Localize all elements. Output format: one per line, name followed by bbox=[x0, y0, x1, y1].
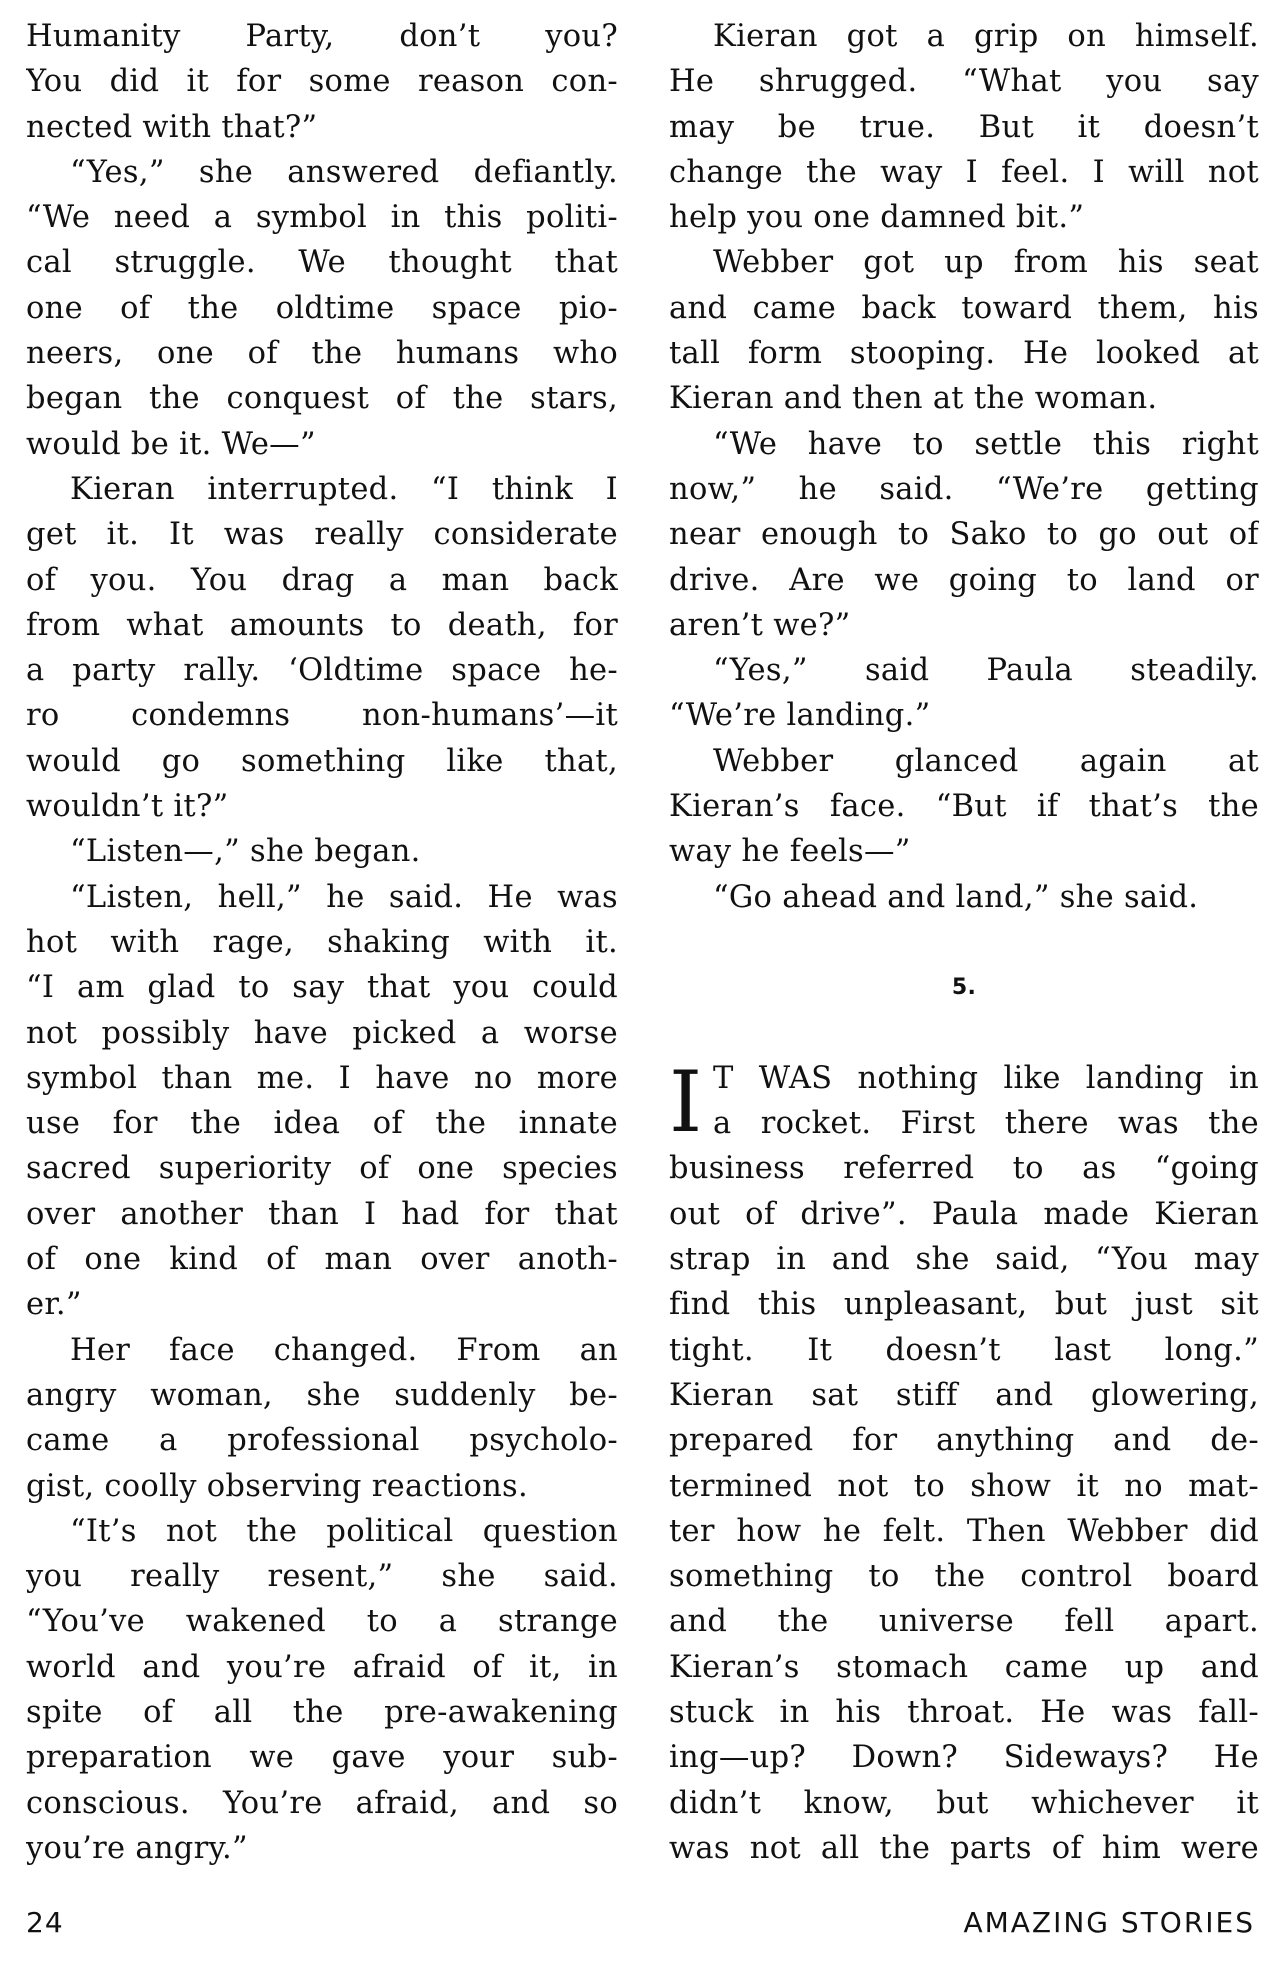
text-line bbox=[669, 1690, 1259, 1735]
text-line: ro condemns non-humans’—it bbox=[26, 698, 618, 734]
text-line: You did it for some reason con- bbox=[26, 64, 618, 100]
text-line: you’re angry.” bbox=[26, 1830, 248, 1866]
section-body bbox=[669, 1052, 1259, 1871]
text-line: Kieran got a grip on himself. bbox=[713, 19, 1259, 54]
text-line-content: Kieran sat stiff and glowering, bbox=[669, 1377, 1259, 1413]
text-line bbox=[669, 1101, 1259, 1146]
text-line bbox=[669, 1418, 1259, 1463]
text-line-content: strap in and she said, “You may bbox=[669, 1242, 1259, 1278]
text-line: hot with rage, shaking with it. bbox=[26, 924, 618, 960]
text-line bbox=[669, 1328, 1259, 1373]
spacer bbox=[669, 920, 1259, 965]
text-line: “Yes,” said Paula steadily. bbox=[713, 653, 1259, 689]
text-line: He shrugged. “What you say bbox=[669, 64, 1259, 100]
text-line: from what amounts to death, for bbox=[26, 607, 618, 643]
text-line-content: tight. It doesn’t last long.” bbox=[669, 1332, 1259, 1368]
text-line: help you one damned bit.” bbox=[669, 200, 1085, 236]
text-line bbox=[669, 1781, 1259, 1826]
text-line-content: business referred to as “going bbox=[669, 1151, 1259, 1187]
text-line-content: T WAS nothing like landing in bbox=[713, 1060, 1259, 1096]
text-line-content: didn’t know, but whichever it bbox=[669, 1785, 1259, 1821]
text-line: tall form stooping. He looked at bbox=[669, 336, 1259, 372]
text-line: gist, coolly observing reactions. bbox=[26, 1468, 528, 1504]
text-line: not possibly have picked a worse bbox=[26, 1015, 618, 1051]
text-line bbox=[669, 1735, 1259, 1780]
text-line-content: prepared for anything and de- bbox=[669, 1423, 1259, 1459]
text-line: “We’re landing.” bbox=[669, 698, 931, 734]
text-line: angry woman, she suddenly be- bbox=[26, 1377, 618, 1413]
page-number: 24 bbox=[26, 1906, 64, 1939]
text-line-content: stuck in his throat. He was fall- bbox=[669, 1694, 1259, 1730]
text-line: Webber glanced again at bbox=[713, 743, 1259, 779]
text-line: of you. You drag a man back bbox=[26, 562, 618, 598]
text-line: a party rally. ‘Oldtime space he- bbox=[26, 653, 618, 689]
text-line: get it. It was really considerate bbox=[26, 517, 618, 553]
text-line bbox=[669, 1645, 1259, 1690]
text-line: Her face changed. From an bbox=[70, 1332, 618, 1368]
text-line: neers, one of the humans who bbox=[26, 336, 618, 372]
text-line: “Listen, hell,” he said. He was bbox=[70, 879, 618, 915]
text-line: Humanity Party, don’t you? bbox=[26, 19, 618, 54]
right-column bbox=[669, 14, 1259, 1871]
text-line: near enough to Sako to go out of bbox=[669, 517, 1259, 553]
text-line: “Listen—,” she began. bbox=[70, 834, 421, 870]
text-line: now,” he said. “We’re getting bbox=[669, 471, 1259, 507]
left-column bbox=[26, 14, 618, 1871]
text-line: came a professional psycholo- bbox=[26, 1423, 618, 1459]
text-line: preparation we gave your sub- bbox=[26, 1740, 618, 1776]
text-line: would be it. We—” bbox=[26, 426, 316, 462]
text-line bbox=[669, 1192, 1259, 1237]
text-line: er.” bbox=[26, 1287, 82, 1323]
text-line-content: find this unpleasant, but just sit bbox=[669, 1287, 1259, 1323]
text-line: Kieran and then at the woman. bbox=[669, 381, 1158, 417]
text-line: began the conquest of the stars, bbox=[26, 381, 618, 417]
text-line-content: termined not to show it no mat- bbox=[669, 1468, 1259, 1504]
text-line: world and you’re afraid of it, in bbox=[26, 1649, 618, 1685]
text-line: may be true. But it doesn’t bbox=[669, 109, 1259, 145]
text-line: spite of all the pre-awakening bbox=[26, 1694, 618, 1730]
drop-cap: I bbox=[669, 1052, 703, 1151]
text-line: “I am glad to say that you could bbox=[26, 970, 618, 1006]
text-line bbox=[669, 1146, 1259, 1191]
text-line-content: was not all the parts of him were bbox=[669, 1830, 1259, 1866]
section-number: 5. bbox=[951, 975, 977, 1001]
text-line bbox=[669, 1464, 1259, 1509]
text-line: of one kind of man over anoth- bbox=[26, 1242, 618, 1278]
text-line: cal struggle. We thought that bbox=[26, 245, 618, 281]
text-line-content: a rocket. First there was the bbox=[713, 1106, 1259, 1142]
text-line: “We need a symbol in this politi- bbox=[26, 200, 618, 236]
text-line: Webber got up from his seat bbox=[713, 245, 1259, 281]
right-column-top-text bbox=[669, 14, 1259, 920]
text-line bbox=[669, 1282, 1259, 1327]
text-line: would go something like that, bbox=[26, 743, 618, 779]
text-line: and came back toward them, his bbox=[669, 290, 1259, 326]
text-line-content: Kieran’s stomach came up and bbox=[669, 1649, 1259, 1685]
text-line-content: and the universe fell apart. bbox=[669, 1604, 1259, 1640]
text-line: wouldn’t it?” bbox=[26, 789, 229, 825]
text-line: Kieran’s face. “But if that’s the bbox=[669, 789, 1259, 825]
text-line bbox=[669, 1373, 1259, 1418]
text-line: aren’t we?” bbox=[669, 607, 851, 643]
text-line: drive. Are we going to land or bbox=[669, 562, 1259, 598]
text-line: Kieran interrupted. “I think I bbox=[70, 471, 618, 507]
text-line bbox=[669, 1599, 1259, 1644]
text-line: change the way I feel. I will not bbox=[669, 154, 1259, 190]
text-line: way he feels—” bbox=[669, 834, 911, 870]
text-line-content: out of drive”. Paula made Kieran bbox=[669, 1196, 1259, 1232]
text-line bbox=[669, 1509, 1259, 1554]
text-line: nected with that?” bbox=[26, 109, 318, 145]
text-line bbox=[669, 1826, 1259, 1871]
text-line-content: ing—up? Down? Sideways? He bbox=[669, 1740, 1259, 1776]
text-line-content: ter how he felt. Then Webber did bbox=[669, 1513, 1259, 1549]
text-line: “Yes,” she answered defiantly. bbox=[70, 154, 618, 190]
text-line: use for the idea of the innate bbox=[26, 1106, 618, 1142]
text-line bbox=[669, 1554, 1259, 1599]
text-line: over another than I had for that bbox=[26, 1196, 618, 1232]
spacer bbox=[669, 1011, 1259, 1056]
text-line: “You’ve wakened to a strange bbox=[26, 1604, 618, 1640]
text-line bbox=[669, 1237, 1259, 1282]
text-line: “It’s not the political question bbox=[70, 1513, 618, 1549]
text-line: sacred superiority of one species bbox=[26, 1151, 618, 1187]
text-line: conscious. You’re afraid, and so bbox=[26, 1785, 618, 1821]
text-line-content: something to the control board bbox=[669, 1559, 1259, 1595]
text-line: one of the oldtime space pio- bbox=[26, 290, 618, 326]
text-line: “We have to settle this right bbox=[713, 426, 1259, 462]
text-line: you really resent,” she said. bbox=[26, 1559, 618, 1595]
text-line: “Go ahead and land,” she said. bbox=[713, 879, 1199, 915]
text-line: symbol than me. I have no more bbox=[26, 1060, 618, 1096]
magazine-title: AMAZING STORIES bbox=[963, 1906, 1255, 1939]
